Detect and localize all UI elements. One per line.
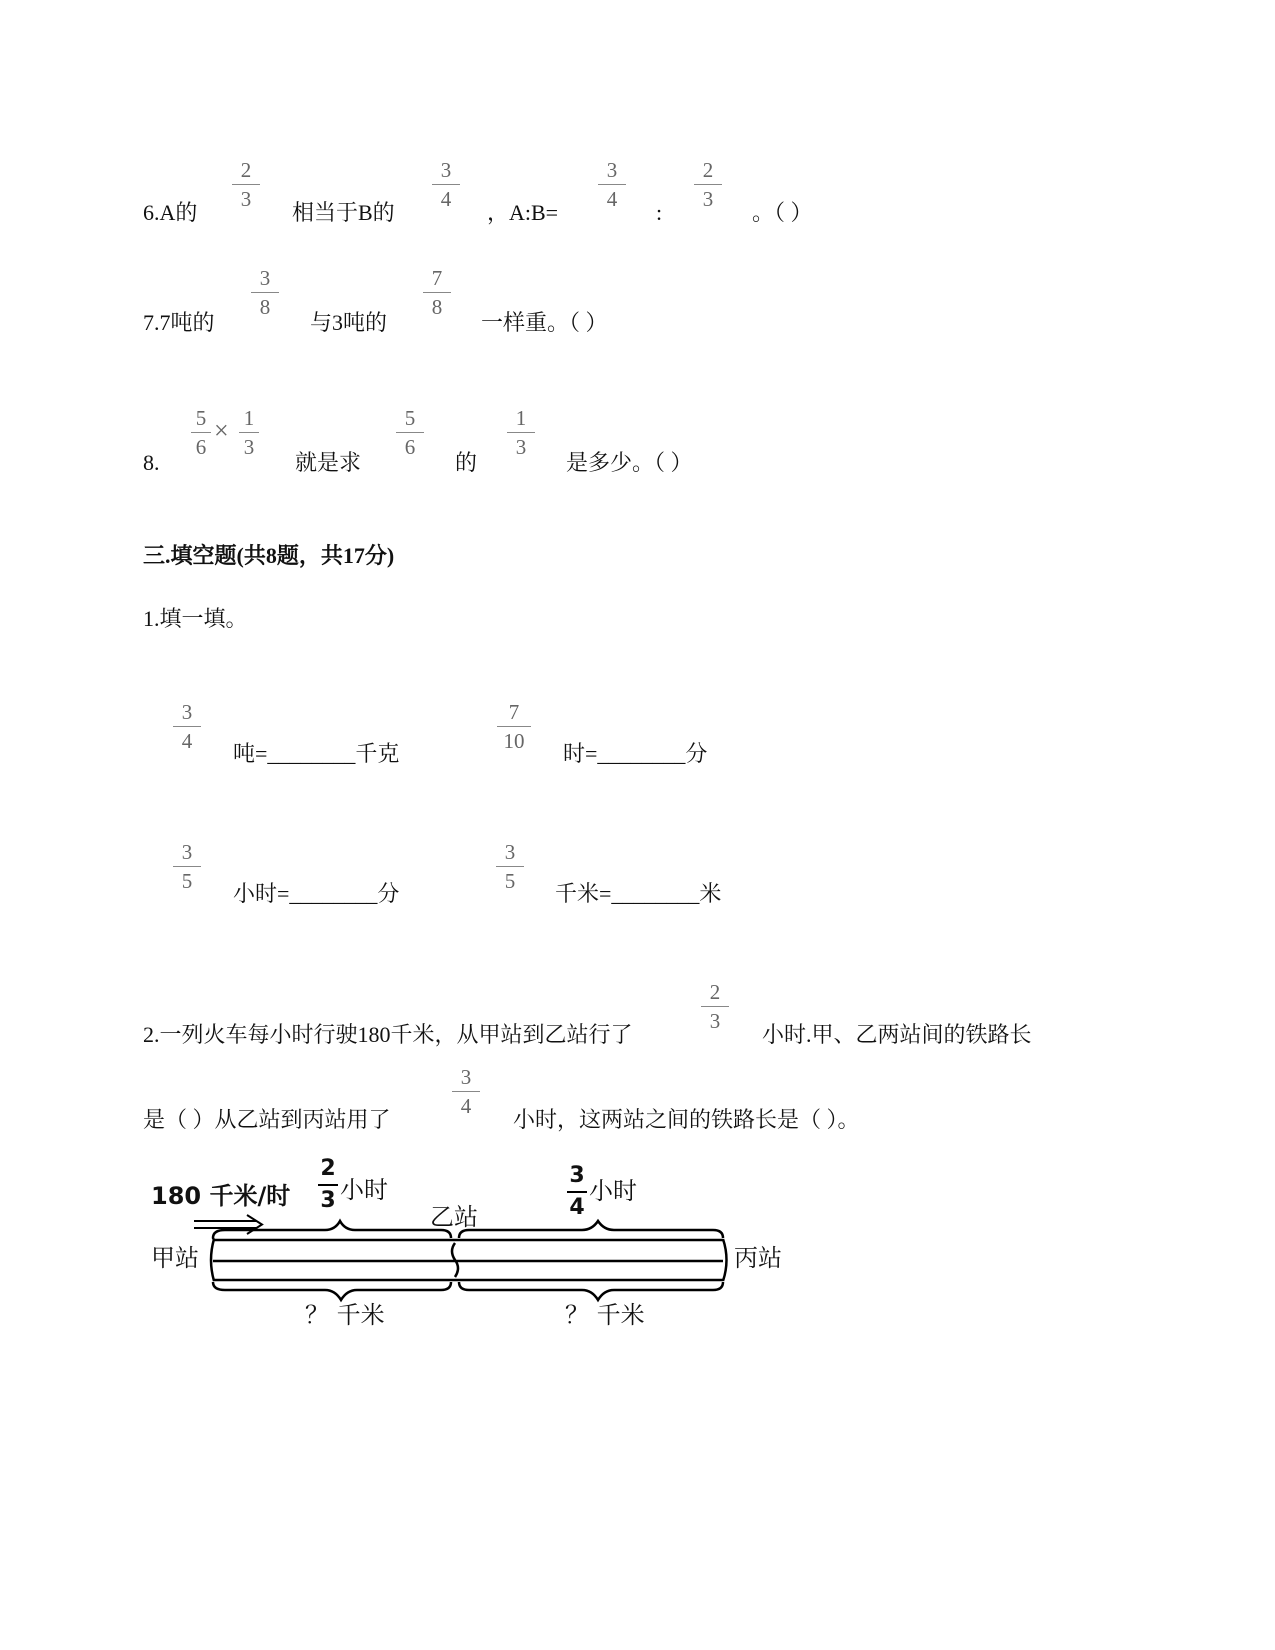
q8-mid-text: 就是求 — [295, 450, 362, 475]
fill1-blank-4: 千米=________米 — [555, 881, 722, 906]
fill2-line2-end: 小时，这两站之间的铁路长是（ ）。 — [513, 1107, 860, 1132]
q8-expr-fraction-a: 5 6 — [188, 406, 214, 459]
q6-mid-text: 相当于B的 — [292, 200, 395, 225]
q6-prefix: 6.A的 — [143, 200, 198, 225]
q6-ratio-text: ，A:B= — [487, 200, 559, 225]
segment2-distance-label: ？ 千米 — [565, 1301, 645, 1329]
q6-fraction-4: 2 3 — [691, 158, 725, 211]
fill2-fraction-1: 2 3 — [698, 980, 732, 1033]
q6-fraction-2: 3 4 — [429, 158, 463, 211]
segment2-time-unit: 小时 — [589, 1177, 637, 1205]
q6-suffix: 。（ ） — [752, 200, 813, 225]
fill2-line2-start: 是（ ）从乙站到丙站用了 — [143, 1107, 391, 1132]
top-braces — [213, 1221, 723, 1240]
segment1-time-unit: 小时 — [340, 1176, 388, 1204]
q7-mid-text: 与3吨的 — [310, 310, 388, 335]
fill1-fraction-2: 7 10 — [494, 700, 534, 753]
q7-prefix: 7.7吨的 — [143, 310, 215, 335]
fill1-blank-1: 吨=________千克 — [233, 741, 400, 766]
q8-product-expression — [192, 406, 264, 458]
q7-fraction-1: 3 8 — [248, 266, 282, 319]
segment1-time-fraction: 2 3 — [318, 1157, 338, 1213]
q7-fraction-2: 7 8 — [420, 266, 454, 319]
section-heading: 三.填空题(共8题，共17分) — [143, 543, 395, 568]
segment1-distance-label: ？ 千米 — [305, 1301, 385, 1329]
q8-expr-fraction-b: 1 3 — [236, 406, 262, 459]
direction-arrow-icon — [194, 1215, 262, 1234]
fill2-fraction-2: 3 4 — [449, 1065, 483, 1118]
q8-fraction-1: 5 6 — [393, 406, 427, 459]
fill1-blank-3: 小时=________分 — [233, 881, 400, 906]
fill1-fraction-3: 3 5 — [170, 840, 204, 893]
station-start-label: 甲站 — [151, 1244, 199, 1272]
fill1-title: 1.填一填。 — [143, 606, 248, 631]
q8-fraction-2: 1 3 — [504, 406, 538, 459]
speed-label: 180 千米/时 — [151, 1182, 291, 1210]
fill1-fraction-1: 3 4 — [170, 700, 204, 753]
segment1-time-label — [318, 1157, 438, 1223]
fill2-line1-start: 2.一列火车每小时行驶180千米，从甲站到乙站行了 — [143, 1022, 633, 1047]
railway-track — [211, 1239, 727, 1281]
q6-colon: : — [656, 200, 663, 225]
bottom-braces — [213, 1282, 723, 1300]
q7-suffix: 一样重。（ ） — [481, 310, 608, 335]
multiply-sign: × — [214, 416, 229, 445]
station-end-label: 丙站 — [734, 1244, 782, 1272]
station-middle-label: 乙站 — [430, 1203, 478, 1231]
fill2-line1-end: 小时.甲、乙两站间的铁路长 — [762, 1022, 1032, 1047]
q8-suffix: 是多少。（ ） — [566, 450, 693, 475]
q8-of-text: 的 — [455, 450, 478, 475]
segment2-time-fraction: 3 4 — [567, 1164, 587, 1220]
fill1-blank-2: 时=________分 — [563, 741, 708, 766]
q6-fraction-3: 3 4 — [595, 158, 629, 211]
fill1-fraction-4: 3 5 — [493, 840, 527, 893]
q6-fraction-1: 2 3 — [229, 158, 263, 211]
q8-prefix: 8. — [143, 450, 160, 475]
segment2-time-label — [567, 1164, 687, 1230]
